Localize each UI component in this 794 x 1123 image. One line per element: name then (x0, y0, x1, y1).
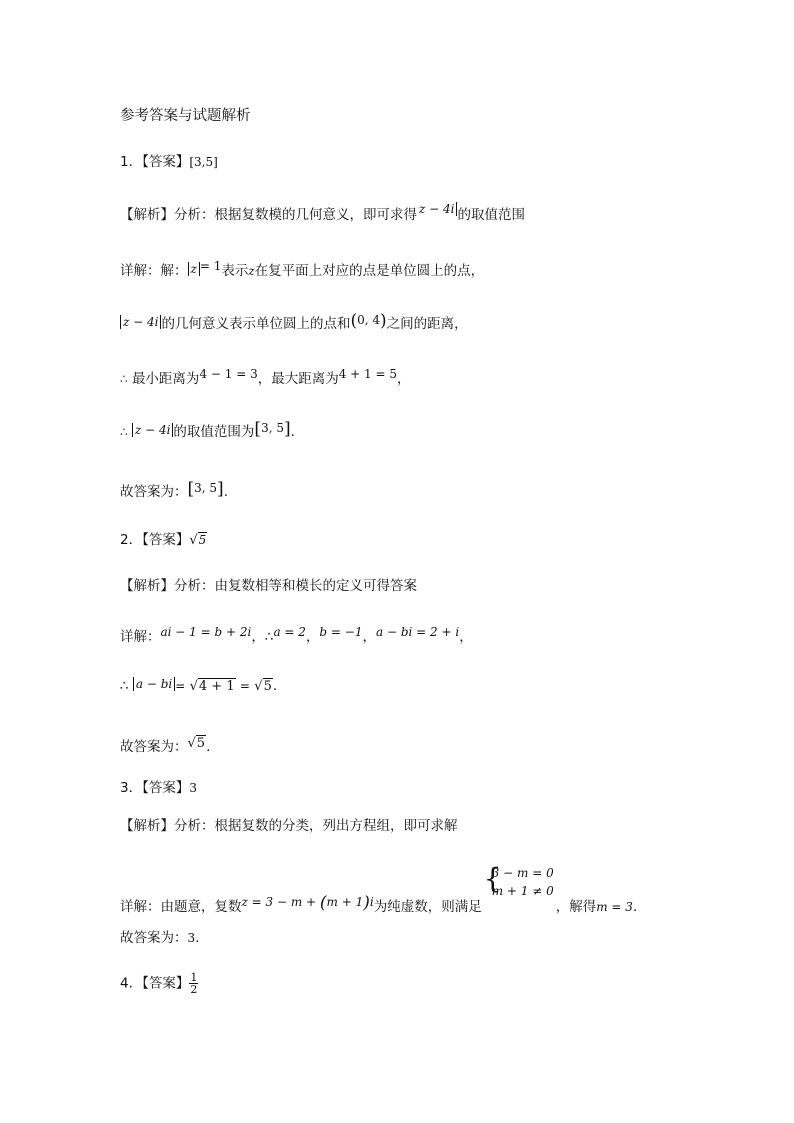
q1-detail-line1 (120, 256, 484, 281)
q3-answer-line (120, 778, 197, 798)
q2-sep: ， (305, 629, 320, 645)
q1-min-distance: 4 − 1 = 3 (199, 367, 258, 381)
q2-answer-line (120, 530, 207, 551)
q1-final-range: [3, 5] (187, 479, 224, 499)
q4-answer-line (120, 972, 198, 995)
q2-detail-label: 详解： (120, 629, 161, 645)
q2-sep: ， (459, 629, 473, 645)
q2-final (120, 734, 210, 757)
q1-line3-text2: ，最大距离为 (257, 371, 339, 387)
q3-detail (120, 862, 638, 920)
q1-detail-line4 (120, 418, 295, 442)
q2-sqrt2: √5 (254, 679, 272, 694)
q1-detail-text: 表示 (221, 263, 249, 279)
q1-analysis (120, 202, 525, 225)
q1-line4-text: 的取值范围为 (173, 424, 255, 440)
therefore-symbol: ∴ (120, 678, 129, 694)
q2-eq4: a − bi = 2 + i (375, 625, 460, 639)
q2-final-sqrt: √5 (187, 736, 206, 751)
q3-number: 3．【答案】 (120, 780, 190, 796)
therefore-symbol: ∴ (264, 629, 274, 645)
q2-detail-line1 (120, 622, 473, 647)
q1-final-label: 故答案为： (120, 484, 188, 500)
q2-number: 2．【答案】 (120, 532, 190, 548)
q1-detail-text2: 在复平面上对应的点是单位圆上的点， (254, 263, 485, 279)
q1-analysis-text-end: 的取值范围 (457, 207, 525, 223)
q2-sep: ， (362, 629, 376, 645)
q1-modulus-z: z (188, 262, 200, 276)
q4-number: 4．【答案】 (120, 975, 190, 992)
therefore-symbol: ∴ (120, 425, 128, 439)
q1-range: [3, 5] (254, 419, 291, 439)
page-title: 参考答案与试题解析 (120, 108, 251, 124)
q1-final-end: . (223, 484, 228, 500)
q3-final-end: . (195, 930, 200, 946)
q1-max-distance: 4 + 1 = 5 (338, 367, 397, 381)
q2-modulus: a − bi (133, 677, 175, 691)
q1-line4-math: z − 4i (132, 423, 173, 437)
q3-detail-end: . (632, 899, 638, 915)
q1-line2-math: z − 4i (120, 315, 161, 329)
q1-answer: [3,5] (189, 155, 218, 169)
q1-detail-line3 (120, 364, 411, 389)
q2-detail-line2 (120, 676, 277, 697)
q3-analysis: 【解析】分析：根据复数的分类，列出方程组，即可求解 (120, 818, 458, 834)
q3-final-value: 3 (187, 931, 196, 945)
q2-sqrt1: √4 + 1 (189, 679, 235, 694)
q2-eq-sign2: = (239, 679, 250, 693)
q1-z-symbol: z (248, 264, 255, 278)
q3-detail-text3: ，解得 (555, 899, 597, 915)
q2-eq-sign: = (175, 679, 186, 693)
q1-detail-label: 详解：解： (120, 263, 188, 279)
q2-sep: ， (251, 629, 265, 645)
therefore-symbol: ∴ (120, 372, 128, 386)
q1-line2-text: 的几何意义表示单位圆上的点和 (161, 316, 351, 332)
q1-line4-end: . (290, 424, 295, 440)
q1-modulus-eq: = 1 (199, 259, 222, 273)
q2-answer: √5 (189, 533, 207, 548)
q2-analysis: 【解析】分析：由复数相等和模长的定义可得答案 (120, 578, 417, 594)
q2-eq2: a = 2 (273, 625, 306, 639)
q4-answer-fraction: $\frac{1}{2}$ (190, 971, 198, 996)
q3-final-label: 故答案为： (120, 930, 188, 946)
q2-final-end: . (206, 739, 211, 755)
q1-line2-text2: 之间的距离， (386, 316, 468, 332)
q1-line3-text: 最小距离为 (131, 371, 200, 387)
q3-detail-text2: 为纯虚数，则满足 (373, 899, 482, 915)
q3-answer: 3 (189, 781, 197, 795)
q3-final (120, 928, 199, 948)
q1-point: (0, 4) (350, 311, 387, 331)
q2-final-label: 故答案为： (120, 739, 188, 755)
q2-eq3: b = −1 (319, 625, 363, 639)
q1-number: 1．【答案】 (120, 154, 190, 170)
q1-analysis-math: z − 4i (417, 202, 457, 216)
q3-detail-text: 详解：由题意，复数 (120, 899, 242, 915)
q1-detail-line2 (120, 310, 468, 334)
q2-line2-end: . (272, 678, 278, 694)
q3-solution: m = 3 (596, 900, 633, 914)
q2-eq1: ai − 1 = b + 2i (160, 625, 252, 639)
q3-z-expr: z = 3 − m + (m + 1)i (241, 893, 374, 913)
q1-final (120, 478, 228, 502)
q1-analysis-text: 【解析】分析：根据复数模的几何意义，即可求得 (120, 207, 417, 223)
q3-equation-system: { 3 − m = 0 m + 1 ≠ 0 (483, 862, 554, 898)
q1-answer-line (120, 152, 218, 172)
q1-line3-comma: ， (397, 371, 411, 387)
